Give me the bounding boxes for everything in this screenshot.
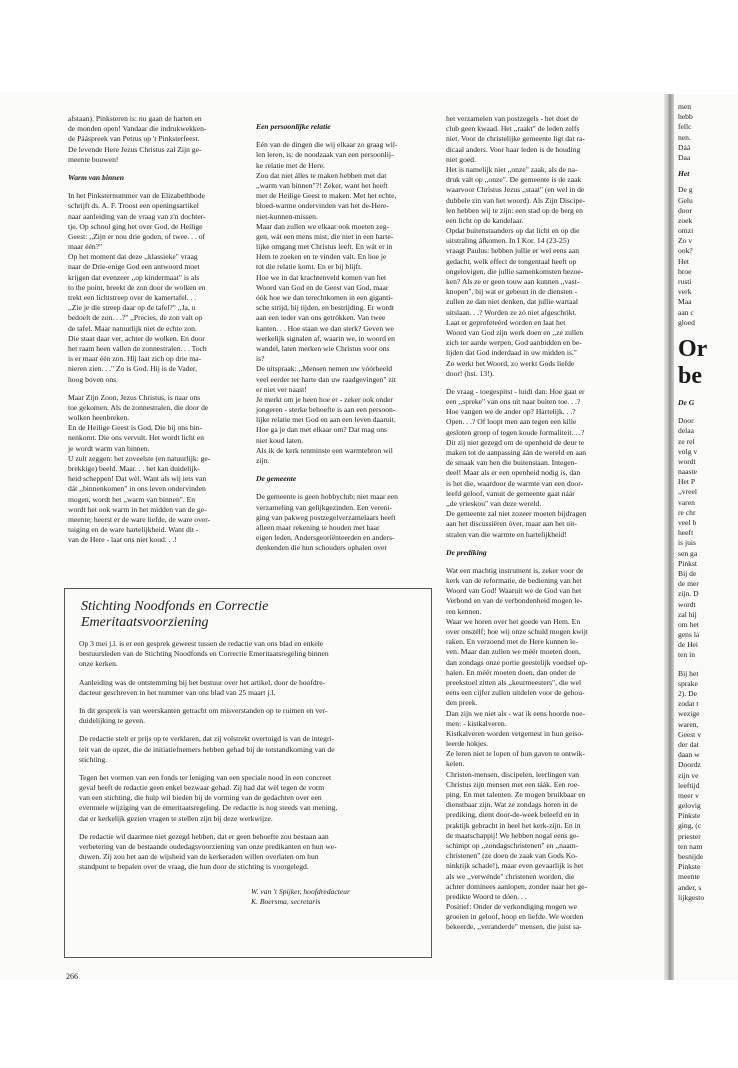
text-line: club geen kwaad. Het ,,raakt" de leden zelfs (446, 124, 580, 134)
text-line: besnijde (678, 852, 704, 862)
text-line: Christen-mensen, discipelen, leerlingen van (446, 769, 580, 779)
text-line: gedacht, welk effect de tongentaal heeft op (446, 256, 577, 266)
text-line: je wordt warm van binnen. (68, 443, 150, 453)
text-line: De g (678, 185, 693, 195)
announcement-paragraph (79, 706, 417, 726)
text-line: lijden dat God inderdaad in uw midden is." (446, 348, 577, 358)
text-line: leerde hokjes. (446, 739, 489, 749)
paragraph-gap (446, 379, 626, 387)
text-line: Bij het (678, 668, 699, 678)
text-line: Pinkst (678, 558, 697, 568)
text-line: Eén van de dingen die wij elkaar zo graag wil- (256, 140, 398, 150)
text-line: preekstoel zitten als ,,keurmeesters", die wel (446, 677, 582, 687)
text-line: Hem te zoeken en te vinden valt. En hoe je (256, 252, 387, 262)
text-line: ten in (678, 650, 696, 660)
adjacent-page-edge (674, 94, 738, 980)
text-line: geval heeft de redactie geen enkel bezwaar gehad. Zij had dat wèl tegen de vorm (79, 783, 325, 793)
text-line: Hoe we in dat krachtenveld komen van het (256, 272, 387, 282)
text-line: ke relatie met de Here. (256, 160, 325, 170)
text-line: over onszélf; hoe wij onze schuld mogen kwijt (446, 627, 588, 636)
text-line: Het (678, 256, 689, 266)
text-line: Maar dan zullen we elkaar ook moeten zeg- (256, 221, 390, 231)
text-line: alleen maar rekening te houden met haar (256, 522, 380, 532)
text-line: ander, s (678, 882, 702, 892)
text-line: wolken heenbreken. (68, 413, 130, 423)
text-line: verk (678, 287, 692, 297)
text-line: bedoelt de zon. . .?" ,,Precies, de zon valt op (68, 313, 203, 323)
text-line: is juis (678, 538, 696, 548)
text-line: nen. (678, 132, 691, 142)
text-line: zich ter aarde werpen, God aanbidden en be- (446, 338, 582, 348)
paragraph-gap (678, 661, 738, 669)
text-line: ken? Als ze er geen touw aan kunnen ,,vast- (446, 277, 580, 286)
text-line: bloed-warme ondervinden van het de-Here- (256, 201, 389, 211)
text-line: Open. . .? Of loopt men aan tegen een kille (446, 417, 577, 427)
text-line: niet koud laten. (256, 435, 304, 445)
text-line: 2). De (678, 689, 697, 699)
text-line: zodat t (678, 699, 699, 709)
text-line: volg v (678, 446, 698, 456)
text-line: waarvoor Christus Jezus ,,staat" (en wel in de (446, 185, 585, 195)
text-line: waren, (678, 719, 699, 729)
text-line: In dit gesprek is van weerskanten getracht om misverstanden op te ruimen en ver- (79, 705, 328, 715)
text-line: prediking, dient door-de-week beleefd en in (446, 810, 580, 820)
text-line: Als ik de kerk tenminste een warmtebron wil (256, 445, 393, 455)
text-line: ninkrijk schade!), maar even gevaarlijk is het (446, 861, 584, 871)
announcement-paragraph (79, 734, 417, 765)
text-line: door (678, 205, 692, 215)
text-line: kanten. . . Hoe staan we dan sterk? Geven we (256, 323, 394, 333)
text-line: zoek (678, 215, 693, 225)
text-line: ongelovigen, die jullie samenkomsten bezoe- (446, 266, 584, 276)
text-line: Het is namelijk niet ,,onze" zaak, als de na- (446, 164, 578, 174)
text-line: Positief: Onder de verkondiging mogen we (446, 902, 577, 912)
announcement-body (79, 639, 417, 873)
text-line: predikte Woord te dóen. . . (446, 891, 527, 901)
text-line: ,,vreel (678, 487, 697, 497)
text-line: christenen" (ze doen de zaak van Gods Ko- (446, 851, 578, 861)
text-line: Die staat daar ver, achter de wolken. En door (68, 333, 205, 343)
text-line: De vraag - toegespitst - luidt dan: Hoe gaat er (446, 386, 585, 396)
text-line: is? (256, 354, 265, 364)
text-line: het raam heen vallen de zonnestralen. . . Toch (68, 343, 207, 353)
text-line: knopen", bij wat er gebeurt in de diensten - (446, 287, 578, 297)
text-line: der dat (678, 739, 699, 749)
text-line: Laat er geprofeteèrd worden en laat het (446, 317, 566, 327)
text-line: sprake (678, 678, 698, 688)
text-line: dienstbaar zijn. Wat ze zondags horen in de (446, 800, 578, 810)
text-line: re chr (678, 507, 696, 517)
text-line: tje. Op school ging het over God, de Heilige (68, 221, 203, 231)
text-line: men: - kistkalveren. (446, 718, 507, 728)
signature-editor: W. van 't Spijker, hoofdredacteur (251, 886, 350, 896)
section-heading: Warm van binnen (68, 172, 124, 182)
text-line: Hoe vangen we de ander op? Hartelijk. . .? (446, 407, 576, 417)
text-line: lijke omgang met Christus leeft. En wát er in (256, 242, 393, 252)
text-line: Pinkste (678, 811, 701, 821)
text-line: U zult zeggen: het zoveelste (en natuurlijk: ge- (68, 453, 211, 463)
text-line: Geest: ,,Zijn er nou drie goden, of twee. . . of (68, 231, 206, 241)
text-line: maken tot de aanpassing áán de wereld en aan (446, 448, 587, 457)
text-line: daan w (678, 750, 700, 760)
text-line: naaste (678, 467, 697, 477)
announcement-paragraph (79, 678, 417, 698)
text-line: leefd geloof, vanuit de gemeente gaat náár (446, 488, 575, 498)
text-line: Pinkste (678, 862, 701, 872)
text-line: de mer (678, 579, 699, 589)
text-line: dát ,,binnenkomen" in ons leven ondervinden (68, 484, 206, 494)
text-line: broe (678, 266, 692, 276)
text-line: de maatschappij! We hebben nogal eens ge- (446, 830, 579, 840)
text-line: omzi (678, 226, 694, 236)
text-line: Dit zij niet gezegd om de openheid de deur te (446, 437, 585, 447)
text-line: niet. Voor de christelijke gemeente ligt dat ra- (446, 134, 585, 144)
announcement-signature (79, 887, 417, 907)
text-line: verbetering van de bestaande oudedagsvoorziening van onze predikanten en hun we- (79, 842, 337, 851)
text-line: vraagt Paulus: hebben jullie er wel eens aan (446, 246, 580, 256)
text-line: afstaan). Pinksteren is: nu gaan de harten en (68, 114, 202, 123)
page-gutter (664, 94, 674, 980)
text-line: zijn ve (678, 770, 699, 780)
text-line: wordt (678, 599, 696, 609)
text-line: halen. En méér moeten doen, dan onder de (446, 667, 576, 677)
article-column-1 (68, 114, 246, 546)
page-number: 266 (66, 972, 78, 981)
text-line: niet-kunnen-missen. (256, 211, 318, 221)
announcement-title-line-1: Stichting Noodfonds en Correctie (81, 599, 269, 614)
text-line: Tegen het vormen van een fonds ter leniging van een speciale nood in een concreet (79, 772, 332, 782)
text-line: veel eerder ter harte dan uw raadgevingen" zit (256, 374, 396, 384)
text-line: aan een ieder van ons getrókken. Van twee (256, 313, 386, 323)
text-line: toe gekomen. Als de zonnestralen, die door de (68, 402, 209, 412)
text-line: ,,de vrieskou" van deze wereld. (446, 498, 542, 508)
text-line: Christus zijn mensen met een táák. Een roe- (446, 779, 580, 789)
text-line: Waar we horen over het goede van Hem. En (446, 616, 581, 626)
section-heading: Het (678, 169, 690, 179)
text-line: van een stichting, die hulp wil bieden bij de vorming van de gedachten over een (79, 793, 322, 803)
text-line: brekkige) beeld. Maar. . . het kan duidelijk- (68, 464, 200, 473)
text-line: de Pááspreek van Petrus op 't Pinksterfeest. (68, 134, 200, 144)
text-line: is het die, waardoor de warmte van een door- (446, 478, 584, 488)
adjacent-page-text (678, 102, 738, 903)
text-line: schimpt op ,,zondagschristenen" en ,,naam- (446, 840, 579, 850)
text-line: wordt het ook warm in het midden van de ge- (68, 504, 207, 514)
text-line: schrijft ds. A. F. Troost een openingsartikel (68, 201, 199, 211)
text-line: deel! Maar als er een openheid nodig is, dan (446, 468, 581, 478)
text-line: ren kennen. (446, 606, 482, 616)
text-line: stralen van die warmte en hartelijkheid! (446, 529, 567, 539)
text-line: om het (678, 619, 699, 629)
text-line: gens la (678, 630, 700, 640)
text-line: fellc (678, 122, 692, 132)
announcement-paragraph (79, 639, 417, 670)
text-line: den preek. (446, 698, 478, 708)
text-line: heeft (678, 528, 694, 538)
text-line: meente bouwen! (68, 154, 119, 164)
text-line: De uitspraak: ,,Mensen nemen uw vóórbeeld (256, 364, 393, 374)
text-line: praktijk gebracht in heel het kerk-zijn. En in (446, 820, 581, 830)
text-line: priester (678, 831, 701, 841)
text-line: er niet ver naast! (256, 384, 307, 394)
text-line: Opdat buitenstaanders op dat licht en op die (446, 226, 580, 236)
text-line: men (678, 102, 692, 111)
text-line: wezige (678, 709, 700, 719)
text-line: dan zondags onze portie geestelijk voedsel op- (446, 657, 588, 667)
text-line: groeien in geloof, hoop en liefde. We worden (446, 912, 584, 922)
text-line: sche strijd, bij tijden, en bestrijding. Er wordt (256, 303, 394, 313)
text-line: gen, wát een mens mist, die niet in een harte- (256, 231, 394, 241)
text-line: aan c (678, 307, 694, 317)
text-line: eventuele wijziging van de emeritaatsregeling. De redactie is nog steeds van mening, (79, 803, 338, 813)
text-line: stichting. (79, 754, 108, 764)
signature-secretary: K. Boersma, secretaris (251, 896, 321, 906)
text-line: Hoe ga je dan met elkaar om? Dat mag ons (256, 425, 387, 435)
section-heading: De gemeente (256, 474, 297, 484)
text-line: denkenden die hun schouders ophalen over (256, 543, 387, 553)
text-line: eens een cijfer zullen uitdelen voor de gehou- (446, 688, 585, 698)
article-column-3 (446, 114, 626, 933)
text-line: eigen leden. Andersgeoriënteerden en anders- (256, 533, 395, 543)
text-line: gloed (678, 317, 695, 327)
text-line: zullen ze dan niet denken, dat jullie wartaal (446, 297, 578, 307)
text-line: wandel, laten merken wie Christus voor ons (256, 343, 390, 353)
paragraph-gap (678, 328, 738, 336)
text-line: naar de Drie-enige God een antwoord moet (68, 262, 200, 272)
text-line: lijkgesto (678, 892, 705, 902)
text-line: dubbele zin van het woord). Als Zijn Discipe- (446, 195, 586, 205)
text-line: Aanleiding was de ontstemming bij het bestuur over het artikel, door de hoofdre- (79, 677, 326, 687)
text-line: De gemeente is geen hobbyclub; niet maar een (256, 492, 398, 502)
text-line: Daa (678, 152, 691, 162)
text-line: kerk van de reformatie, de bediening van het (446, 576, 582, 586)
section-heading: De G (678, 397, 695, 407)
text-line: meer v (678, 790, 699, 800)
text-line: uitslaan. . .? Worden ze zó niet afgeschrikt. (446, 307, 577, 317)
text-line: ging van pakweg postzegelverzamelaars heeft (256, 512, 396, 522)
text-line: de Hei (678, 640, 699, 650)
text-line: ten nam (678, 841, 703, 851)
text-line: mogen, wordt het ,,warm van binnen". En (68, 494, 196, 504)
text-line: tot die relatie komt. En er bij blijft. (256, 262, 363, 272)
text-line: Je merkt om je heen hoe er - zeker ook onder (256, 394, 394, 404)
text-line: een ,,spreke" van ons uit naar buiten toe. . .? (446, 397, 581, 407)
text-line: standpunt te bepalen over de vraag, die hun door de stichting is voorgelegd. (79, 862, 309, 872)
text-line: trekt een lichtstreep over de kamertafel. . . (68, 293, 197, 302)
text-line: ze rel (678, 436, 695, 446)
text-line: Maar Zijn Zoon, Jezus Christus, is naar ons (68, 392, 201, 402)
text-line: een licht op de kandelaar. (446, 215, 524, 225)
article-column-2 (256, 114, 432, 554)
text-line: hoog boven ons. (68, 374, 118, 384)
text-line: hebb (678, 112, 693, 122)
text-line: zijn. (256, 456, 270, 465)
text-line: het verzamelen van postzegels - het doet de (446, 114, 579, 123)
section-heading: Een persoonlijke relatie (256, 122, 331, 131)
text-line: Verbond en van de verbondenheid mogen le- (446, 596, 583, 606)
text-line: Ze leren niet te lopen of hun gaven te ontwik- (446, 749, 585, 759)
text-line: De gemeente zal niet zozeer moeten bijdragen (446, 509, 587, 519)
text-line: De levende Here Jezus Christus zal Zijn ge- (68, 144, 202, 154)
text-line: to the point, breekt de zon door de wolken en (68, 282, 206, 292)
text-line: dacteur geschreven in het nummer van ons blad van 25 maart j.l. (79, 687, 276, 697)
text-line: meente; heerst er de ware liefde, de ware over- (68, 514, 211, 524)
text-line: met de Heilige Geest te maken. Met het echte, (256, 191, 397, 201)
text-line: werkelijk signalen af, waarin we, in woord en (256, 333, 395, 343)
announcement-box (64, 588, 432, 958)
text-line: onze kerken. (79, 659, 118, 669)
text-line: Zo v (678, 236, 693, 246)
text-line: Zou dat niet álles te maken hebben met dat (256, 170, 387, 180)
text-line: tuiging en de ware hartelijkheid. Want dit - (68, 525, 199, 535)
text-line: dat er kerkelijk gezien vragen te stellen zijn bij deze werkwijze. (79, 813, 273, 823)
text-line: ping. En met talenten. Ze mogen bruikbaar en (446, 790, 586, 799)
text-line: niet goed. (446, 154, 476, 164)
text-line: bekeerde, ,,veranderde" mensen, die juist sa- (446, 922, 582, 932)
text-line: leeftijd (678, 780, 700, 790)
text-line: Dan zijn we niet als - wat ik eens hoorde noe- (446, 708, 586, 718)
text-line: heid scheppen! Dat wèl. Want als wij iets van (68, 474, 207, 484)
text-line: Dáá (678, 142, 691, 152)
announcement-paragraph (79, 832, 417, 873)
text-line: aan het discussiëren óver, maar aan het uit- (446, 519, 577, 529)
text-line: rusti (678, 277, 692, 287)
text-line: duidelijking te geven. (79, 716, 146, 726)
text-line: Op het moment dat deze ,,klassieke" vraag (68, 252, 198, 262)
text-line: verzameling van gelijkgezinden. Een vereni- (256, 502, 392, 512)
text-line: De redactie wil daarmee niet gezegd hebben, dat er geen behoefte zou bestaan aan (79, 831, 329, 841)
paragraph-gap (68, 385, 246, 393)
text-line: Woord van God en de Geest van God, maar (256, 282, 389, 292)
text-line: meente (678, 872, 700, 882)
text-line: duwen. Zij zou het aan de wijsheid van de kerkeraden willen overlaten om hun (79, 852, 319, 862)
text-line: Doordz (678, 760, 701, 770)
text-line: raken. En verzoend met de Here kunnen le- (446, 637, 578, 647)
text-line: Het P (678, 477, 696, 487)
text-line: Door (678, 416, 694, 426)
text-line: En de Heilige Geest is God, Die bij ons bin- (68, 423, 203, 433)
text-line: Zo werkt het Woord, zo werkt Gods liefde (446, 358, 575, 368)
text-line: Wat een machtig instrument is, zeker voor de (446, 565, 584, 575)
text-line: is er maar één zon. Hij laat zich op drie ma- (68, 354, 202, 364)
text-line: Op 3 mei j.l. is er een gesprek geweest tussen de redactie van ons blad en enkele (79, 639, 324, 648)
article-headline: be (678, 362, 702, 389)
text-line: wordt (678, 456, 696, 466)
announcement-paragraph (79, 773, 417, 824)
text-line: sen ga (678, 548, 698, 558)
text-line: ,,Zie je die streep daar op de tafel?" ,,Ja, u (68, 303, 196, 313)
text-line: Woord van God! Waaruit we de God van het (446, 586, 582, 596)
text-line: nenkomt. Die ons vervult. Het wordt licht en (68, 433, 205, 443)
text-line: len leren, is: de noodzaak van een persoonlij- (256, 150, 394, 160)
article-headline: Or (678, 335, 708, 362)
text-line: de monden open! Vandaar die indrukwekken- (68, 124, 207, 134)
text-line: ven. Maar dan zullen we méér moeten doen, (446, 647, 581, 657)
text-line: als we ,,verwénde" christenen worden, die (446, 871, 575, 881)
text-line: krijgen dat evenzeer ,,op kindermaat" is als (68, 272, 200, 282)
text-line: nieren zien. . ." Zo is God. Hij is de Vader, (68, 364, 197, 374)
text-line: lijke relatie met God en aan een leven daaruit. (256, 415, 396, 425)
text-line: varen (678, 497, 695, 507)
text-line: gesloten groep of tegen koude formaliteit. . .? (446, 427, 585, 437)
text-line: maar één?" (68, 242, 103, 252)
text-line: delaa (678, 426, 695, 436)
text-line: Kistkalveren worden vetgemest in hun geiso- (446, 728, 584, 738)
text-line: len hebben wij te zijn: een stad op de berg en (446, 205, 583, 215)
text-line: naar aanleiding van de vraag van z'n dochter- (68, 211, 206, 221)
text-line: In het Pinksternummer van de Elizabethbode (68, 191, 205, 201)
text-line: zal hij (678, 609, 697, 619)
text-line: Woord van God zijn werk doen en ,,ze zullen (446, 327, 584, 337)
text-line: óók hoe we dan terechtkomen in een giganti- (256, 293, 393, 302)
announcement-title-line-2: Emeritaatsvoorziening (81, 615, 209, 630)
text-line: gelovig (678, 801, 701, 811)
text-line: de tafel. Maar natuurlijk niet de echte zon. (68, 323, 197, 333)
text-line: teit van de opzet, die de initiatiefnemers hebben gehad bij de totstandkoming van de (79, 744, 335, 754)
text-line: druk valt op ,,onze". De gemeente is de zaak (446, 175, 582, 185)
text-line: dicaal anders. Voor haar leden is de houding (446, 144, 581, 154)
text-line: van de Here - laat ons niet koud. . .! (68, 535, 177, 545)
text-line: veel b (678, 518, 697, 528)
text-line: Gelu (678, 195, 693, 205)
text-line: Maa (678, 297, 692, 307)
section-heading: De prediking (446, 547, 487, 557)
announcement-title (81, 599, 417, 631)
text-line: ook? (678, 246, 693, 256)
text-line: De redactie stelt er prijs op te verklaren, dat zij volstrekt overtuigd is van de integri- (79, 734, 335, 744)
text-line: jongeren - sterke behoefte is aan een persoon- (256, 405, 396, 415)
text-line: ,,warm van binnen"?! Zeker, want het heeft (256, 180, 388, 190)
text-line: Geest v (678, 729, 701, 739)
text-line: door! (hst. 13!). (446, 368, 495, 378)
text-line: uitstraling áfkomen. In I Kor. 14 (23-25) (446, 236, 570, 246)
text-line: bestuursleden van de Stichting Noodfonds en Correctie Emeritaatsregeling binnen (79, 649, 329, 659)
text-line: zijn. D (678, 589, 699, 599)
text-line: de smaak van hen die buitenstaan. Integen- (446, 458, 577, 468)
text-line: Bij de (678, 568, 697, 578)
text-line: kelen. (446, 759, 465, 769)
text-line: achter dominees aanlopen, zonder naar het ge- (446, 881, 588, 891)
text-line: ging, (c (678, 821, 702, 831)
